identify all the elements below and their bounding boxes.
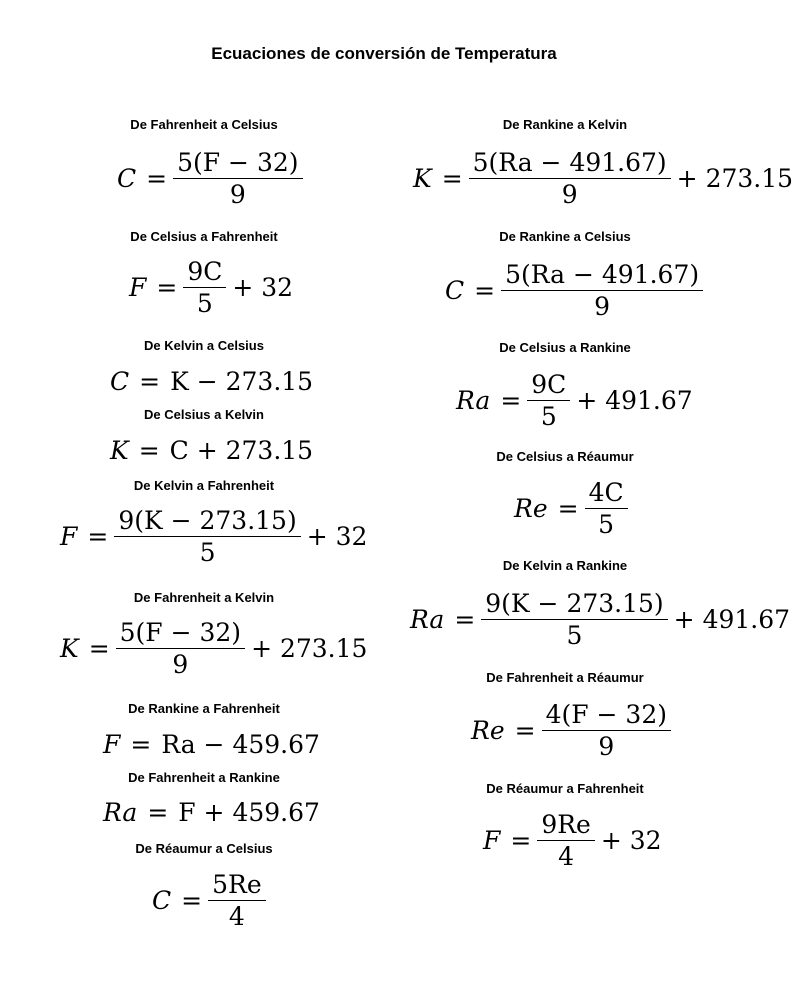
formula-k-to-f: F = $\frac{9(K - 273.15)}{5}$ + 32 [60,506,368,567]
formula-label: De Fahrenheit a Réaumur [486,670,644,685]
formula-label: De Celsius a Réaumur [496,449,634,464]
page-title: Ecuaciones de conversión de Temperatura [211,44,557,63]
formula-label: De Fahrenheit a Kelvin [133,590,275,605]
formula-label: De Rankine a Kelvin [502,117,628,132]
formula-k-to-c: C = K − 273.15 [110,367,314,396]
formula-label: De Rankine a Fahrenheit [128,701,280,716]
formula-c-to-f: F = $\frac{9C}{5}$ + 32 [129,257,294,318]
formula-r-to-k: K = $\frac{5(Ra - 491.67)}{9}$ + 273.15 [413,148,793,209]
formula-label: De Réaumur a Celsius [135,841,273,856]
formula-label: De Celsius a Fahrenheit [130,229,278,244]
formula-label: De Celsius a Rankine [499,340,631,355]
formula-re-to-f: F = $\frac{9Re}{4}$ + 32 [483,810,662,871]
formula-label: De Fahrenheit a Rankine [128,770,280,785]
formula-c-to-re: Re = $\frac{4C}{5}$ [514,480,634,537]
formula-label: De Rankine a Celsius [499,229,631,244]
formula-r-to-c: C = $\frac{5(Ra - 491.67)}{9}$ [445,262,709,319]
formula-c-to-r: Ra = $\frac{9C}{5}$ + 491.67 [456,370,693,431]
formula-f-to-re: Re = $\frac{4(F - 32)}{9}$ [471,702,677,759]
formula-f-to-c: C = $\frac{5(F - 32)}{9}$ [117,150,309,207]
formula-k-to-r: Ra = $\frac{9(K - 273.15)}{5}$ + 491.67 [410,589,791,650]
formula-label: De Fahrenheit a Celsius [130,117,278,132]
formula-c-to-k: K = C + 273.15 [110,436,314,465]
formula-label: De Kelvin a Rankine [502,558,628,573]
formula-r-to-f: F = Ra − 459.67 [103,730,320,759]
formula-f-to-k: K = $\frac{5(F - 32)}{9}$ + 273.15 [60,618,368,679]
formula-f-to-r: Ra = F + 459.67 [103,798,320,827]
formula-re-to-c: C = $\frac{5Re}{4}$ [152,872,272,929]
formula-label: De Kelvin a Celsius [144,338,264,353]
formula-label: De Kelvin a Fahrenheit [133,478,275,493]
formula-label: De Réaumur a Fahrenheit [486,781,644,796]
formula-label: De Celsius a Kelvin [144,407,264,422]
